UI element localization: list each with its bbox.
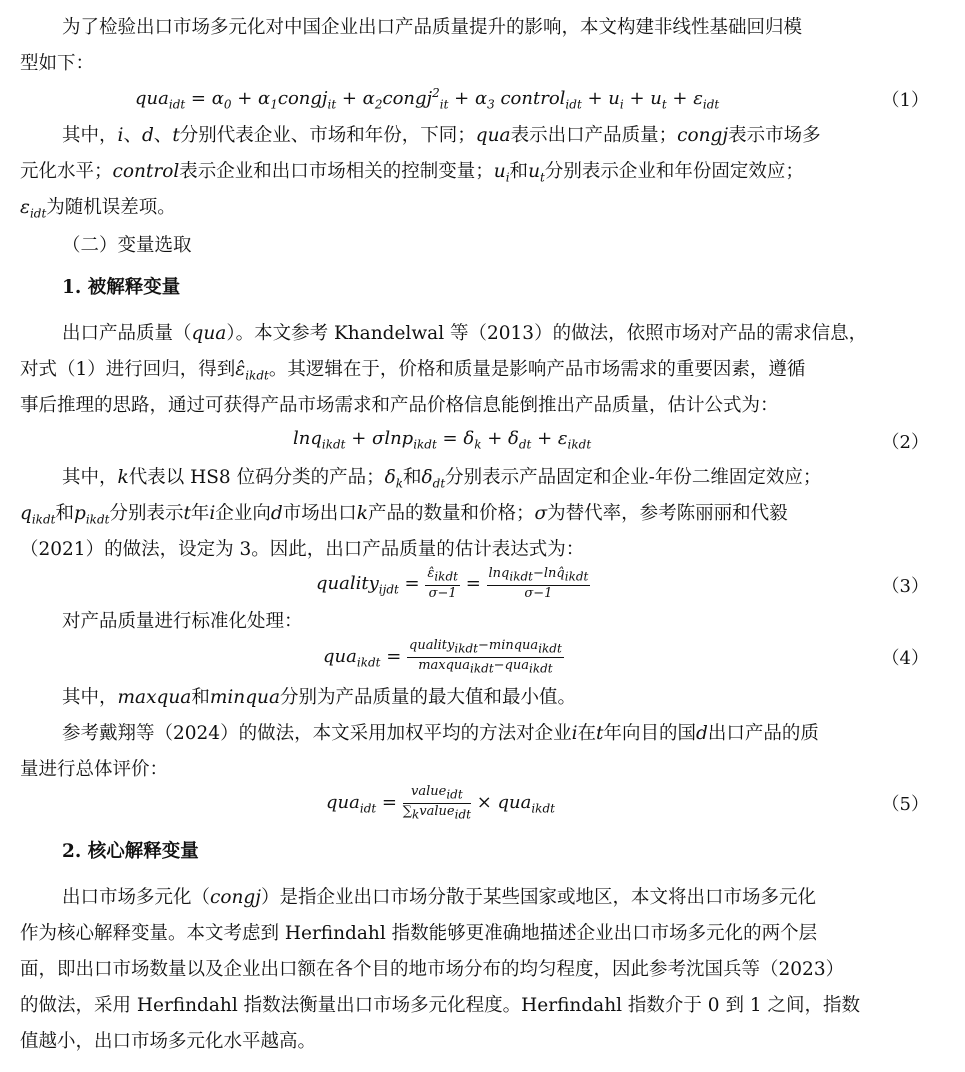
equation-5-number: （5） <box>881 794 929 815</box>
text-line-12: $q_{ikdt}$和$p_{ikdt}$分别表示t年i企业向d市场出口k产品的数量和价格；σ为替代率，参考陈丽丽和代毅 <box>20 503 788 527</box>
text-line-9: 对式（1）进行回归，得到$\varepsilon̂_{ikdt}$。其逻辑在于，价格和质量是影响产品市场需求的重要因素，遵循 <box>20 359 806 383</box>
equation-3 <box>0 566 965 600</box>
equation-1-body: $qua_{idt} = \alpha_0$ + $\alpha_1congj_{it}$ + $\alpha_2congj^2_{it} + \alpha_3$ control$_{idt}$ + $u_i + u_t + \varepsilon_{idt}$ <box>135 86 720 112</box>
equation-2 <box>0 428 965 462</box>
text-line-4: 元化水平；control表示企业和出口市场相关的控制变量；$u_i$和$u_t$分别表示企业和年份固定效应； <box>20 161 804 185</box>
text-line-3: 其中，i、d、t分别代表企业、市场和年份，下同；qua表示出口产品质量；congj表示市场多 <box>62 125 821 146</box>
text-line-21: 面，即出口市场数量以及企业出口额在各个目的地市场分布的均匀程度，因此参考沈国兵等（2023） <box>20 959 845 980</box>
text-line-10: 事后推理的思路，通过可获得产品市场需求和产品价格信息能倒推出产品质量，估计公式为： <box>20 395 779 416</box>
text-line-5: $\varepsilon_{idt}$为随机误差项。 <box>20 197 176 221</box>
subsection-heading-core-variable: 2. 核心解释变量 <box>62 841 199 862</box>
text-line-14: 对产品质量进行标准化处理： <box>62 611 303 632</box>
text-line-20: 作为核心解释变量。本文考虑到 Herfindahl 指数能够更准确地描述企业出口市场多元化的两个层 <box>20 923 818 944</box>
equation-1 <box>0 86 965 120</box>
text-line-16: 参考戴翔等（2024）的做法，本文采用加权平均的方法对企业i在t年向目的国d出口产品的质 <box>62 723 819 744</box>
subsection-heading-dependent-variable: 1. 被解释变量 <box>62 277 181 298</box>
equation-3-body: quality$_{ijdt}$ = $\frac{\varepsilon̂_{ikdt}}{\sigma-1}$ = $\frac{\ln q_{ikdt}-\ln q̂_{ikdt}}{\sigma-1}$ <box>316 566 589 601</box>
equation-5-body: qua$_{idt}$ = $\frac{value_{idt}}{\sum_kvalue_{idt}}$ × qua$_{ikdt}$ <box>326 784 555 822</box>
text-line-2: 型如下： <box>20 53 95 74</box>
equation-4 <box>0 638 965 676</box>
equation-2-number: （2） <box>881 432 929 453</box>
equation-5 <box>0 784 965 822</box>
equation-2-body: $\ln q_{ikdt} + \sigma\ln p_{ikdt} = \delta_k + \delta_{dt} + \varepsilon_{ikdt}$ <box>293 428 592 452</box>
text-line-23: 值越小，出口市场多元化水平越高。 <box>20 1031 317 1052</box>
equation-4-number: （4） <box>881 648 929 669</box>
equation-1-number: （1） <box>881 90 929 111</box>
text-line-22: 的做法，采用 Herfindahl 指数法衡量出口市场多元化程度。Herfindahl 指数介于 0 到 1 之间，指数 <box>20 995 860 1016</box>
text-line-19: 出口市场多元化（congj）是指企业出口市场分散于某些国家或地区，本文将出口市场多元化 <box>62 887 817 908</box>
equation-4-body: qua$_{ikdt}$ = $\frac{quality_{ikdt}-minqua_{ikdt}}{maxqua_{ikdt}-qua_{ikdt}}$ <box>323 638 562 676</box>
equation-3-number: （3） <box>881 576 929 597</box>
section-heading-variable-selection: （二）变量选取 <box>62 235 192 256</box>
text-line-8: 出口产品质量（qua）。本文参考 Khandelwal 等（2013）的做法，依照市场对产品的需求信息， <box>62 323 868 344</box>
text-line-15: 其中，maxqua和minqua分别为产品质量的最大值和最小值。 <box>62 687 577 708</box>
text-line-1: 为了检验出口市场多元化对中国企业出口产品质量提升的影响，本文构建非线性基础回归模 <box>62 17 803 38</box>
text-line-17: 量进行总体评价： <box>20 759 169 780</box>
text-line-11: 其中，k代表以 HS8 位码分类的产品；$\delta_k$和$\delta_{dt}$分别表示产品固定和企业-年份二维固定效应； <box>62 467 822 491</box>
text-line-13: （2021）的做法，设定为 3。因此，出口产品质量的估计表达式为： <box>20 539 585 560</box>
